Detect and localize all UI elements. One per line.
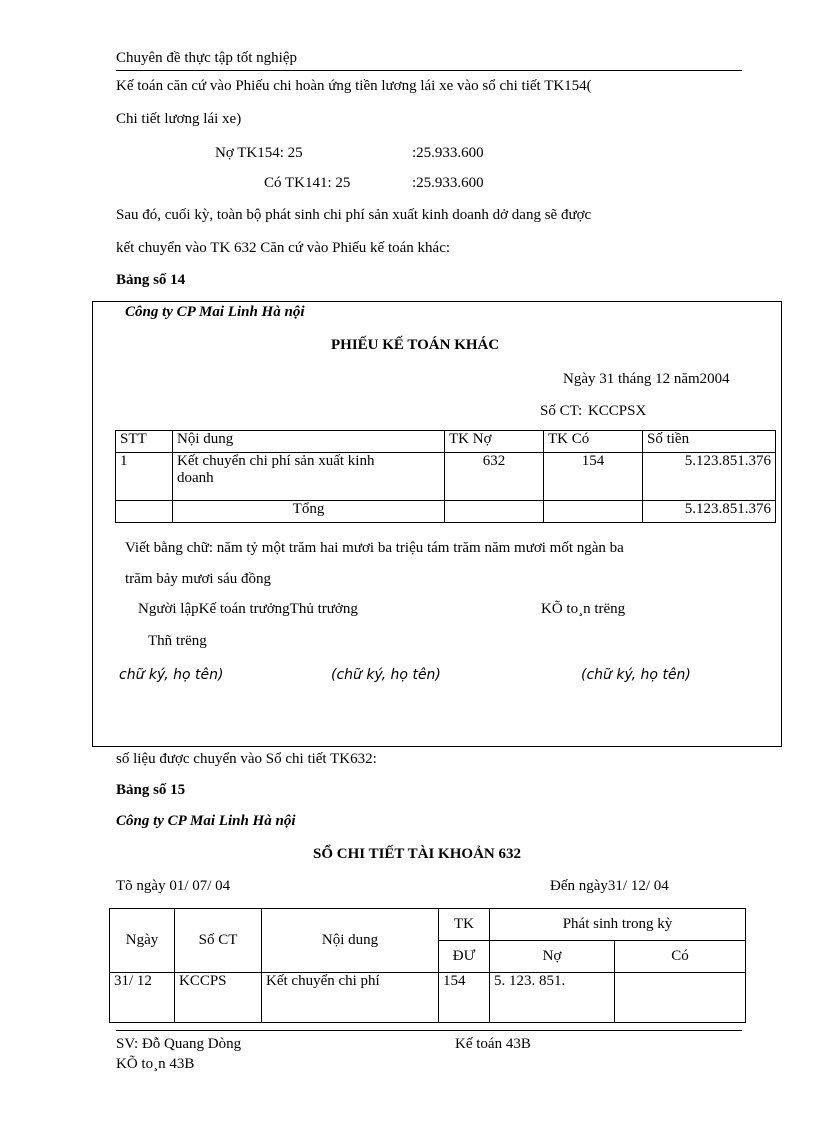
table-cell-amount: 5.123.851.376 xyxy=(643,453,776,501)
ledger-col-date: Ngày xyxy=(110,909,175,973)
voucher-company: Công ty CP Mai Linh Hà nội xyxy=(125,304,305,320)
intro-line-2: Chi tiết lương lái xe) xyxy=(116,111,242,127)
intro-line-4: kết chuyển vào TK 632 Căn cứ vào Phiếu kế toán khác: xyxy=(116,240,451,256)
col-header-tk-no: TK Nợ xyxy=(445,431,544,453)
content-line-2: doanh xyxy=(177,470,214,486)
ledger-title: SỔ CHI TIẾT TÀI KHOẢN 632 xyxy=(313,846,521,862)
ledger-cell-tk: 154 xyxy=(439,973,490,1023)
page-header-title: Chuyên đề thực tập tốt nghiệp xyxy=(116,50,298,66)
credit-entry-label: Có TK141: 25 xyxy=(264,175,351,191)
ledger-col-credit: Có xyxy=(615,941,746,973)
col-header-amount: Số tiền xyxy=(643,431,776,453)
amount-in-words-line-1: Viết bằng chữ: năm tỷ một trăm hai mươi ba triệu tám trăm năm mươi mốt ngàn ba xyxy=(125,540,624,556)
header-divider xyxy=(116,70,742,71)
signature-placeholder-2: (chữ ký, họ tên) xyxy=(331,667,441,683)
col-header-stt: STT xyxy=(116,431,173,453)
ledger-cell-doc: KCCPS xyxy=(175,973,262,1023)
intro-line-1: Kế toán căn cứ vào Phiếu chi hoàn ứng tiền lương lái xe vào sổ chi tiết TK154( xyxy=(116,78,592,94)
table14-label: Bảng số 14 xyxy=(116,272,186,288)
signature-role-accountant: KÕ to¸n trëng xyxy=(541,601,626,617)
ledger-company: Công ty CP Mai Linh Hà nội xyxy=(116,813,296,829)
ledger-cell-content: Kết chuyển chi phí xyxy=(262,973,439,1023)
footer-divider xyxy=(116,1030,742,1031)
voucher-doc-number xyxy=(540,403,646,420)
ledger-col-tk-du: ĐƯ xyxy=(439,941,490,973)
total-label: Tổng xyxy=(173,501,445,523)
voucher-doc-label: Số CT: xyxy=(540,403,583,419)
content-line-1: Kết chuyển chi phí sản xuất kinh xyxy=(177,453,375,469)
ledger-cell-date: 31/ 12 xyxy=(110,973,175,1023)
voucher-table xyxy=(115,430,776,523)
amount-in-words-line-2: trăm bảy mươi sáu đồng xyxy=(125,571,272,587)
credit-entry-value: :25.933.600 xyxy=(412,175,484,191)
table-cell-tk-co: 154 xyxy=(544,453,643,501)
col-header-content: Nội dung xyxy=(173,431,445,453)
ledger-from-date: Tõ ngày 01/ 07/ 04 xyxy=(116,878,231,894)
signature-placeholder-1: chữ ký, họ tên) xyxy=(119,667,224,683)
total-amount: 5.123.851.376 xyxy=(643,501,776,523)
intro-line-3: Sau đó, cuối kỳ, toàn bộ phát sinh chi phí sản xuất kinh doanh dở dang sẽ được xyxy=(116,207,592,223)
debit-entry-value: :25.933.600 xyxy=(412,145,484,161)
table-cell-content xyxy=(173,453,445,501)
ledger-cell-debit: 5. 123. 851. xyxy=(490,973,615,1023)
col-header-tk-co: TK Có xyxy=(544,431,643,453)
ledger-col-content: Nội dung xyxy=(262,909,439,973)
debit-entry-label: Nợ TK154: 25 xyxy=(215,145,303,161)
table-cell-stt: 1 xyxy=(116,453,173,501)
table15-label: Bảng số 15 xyxy=(116,782,186,798)
voucher-doc-value: KCCPSX xyxy=(587,403,647,419)
ledger-to-date: Đến ngày31/ 12/ 04 xyxy=(550,878,669,894)
voucher-title: PHIẾU KẾ TOÁN KHÁC xyxy=(331,337,500,353)
transfer-text: số liệu được chuyển vào Sổ chi tiết TK632: xyxy=(116,751,377,767)
ledger-col-tk: TK xyxy=(439,909,490,941)
ledger-cell-credit xyxy=(615,973,746,1023)
signature-role-director: Thñ trëng xyxy=(148,633,207,649)
ledger-table xyxy=(109,908,746,1023)
footer-class: Kế toán 43B xyxy=(455,1036,531,1052)
ledger-col-debit: Nợ xyxy=(490,941,615,973)
signature-placeholder-3: (chữ ký, họ tên) xyxy=(581,667,691,683)
ledger-col-doc: Số CT xyxy=(175,909,262,973)
voucher-date: Ngày 31 tháng 12 năm2004 xyxy=(563,371,730,387)
footer-student: SV: Đỗ Quang Dòng xyxy=(116,1036,242,1052)
table-cell-tk-no: 632 xyxy=(445,453,544,501)
footer-line-2: KÕ to¸n 43B xyxy=(116,1056,195,1072)
ledger-col-arising: Phát sinh trong kỳ xyxy=(490,909,746,941)
signature-roles: Người lậpKế toán trưởngThủ trưởng xyxy=(138,601,358,617)
